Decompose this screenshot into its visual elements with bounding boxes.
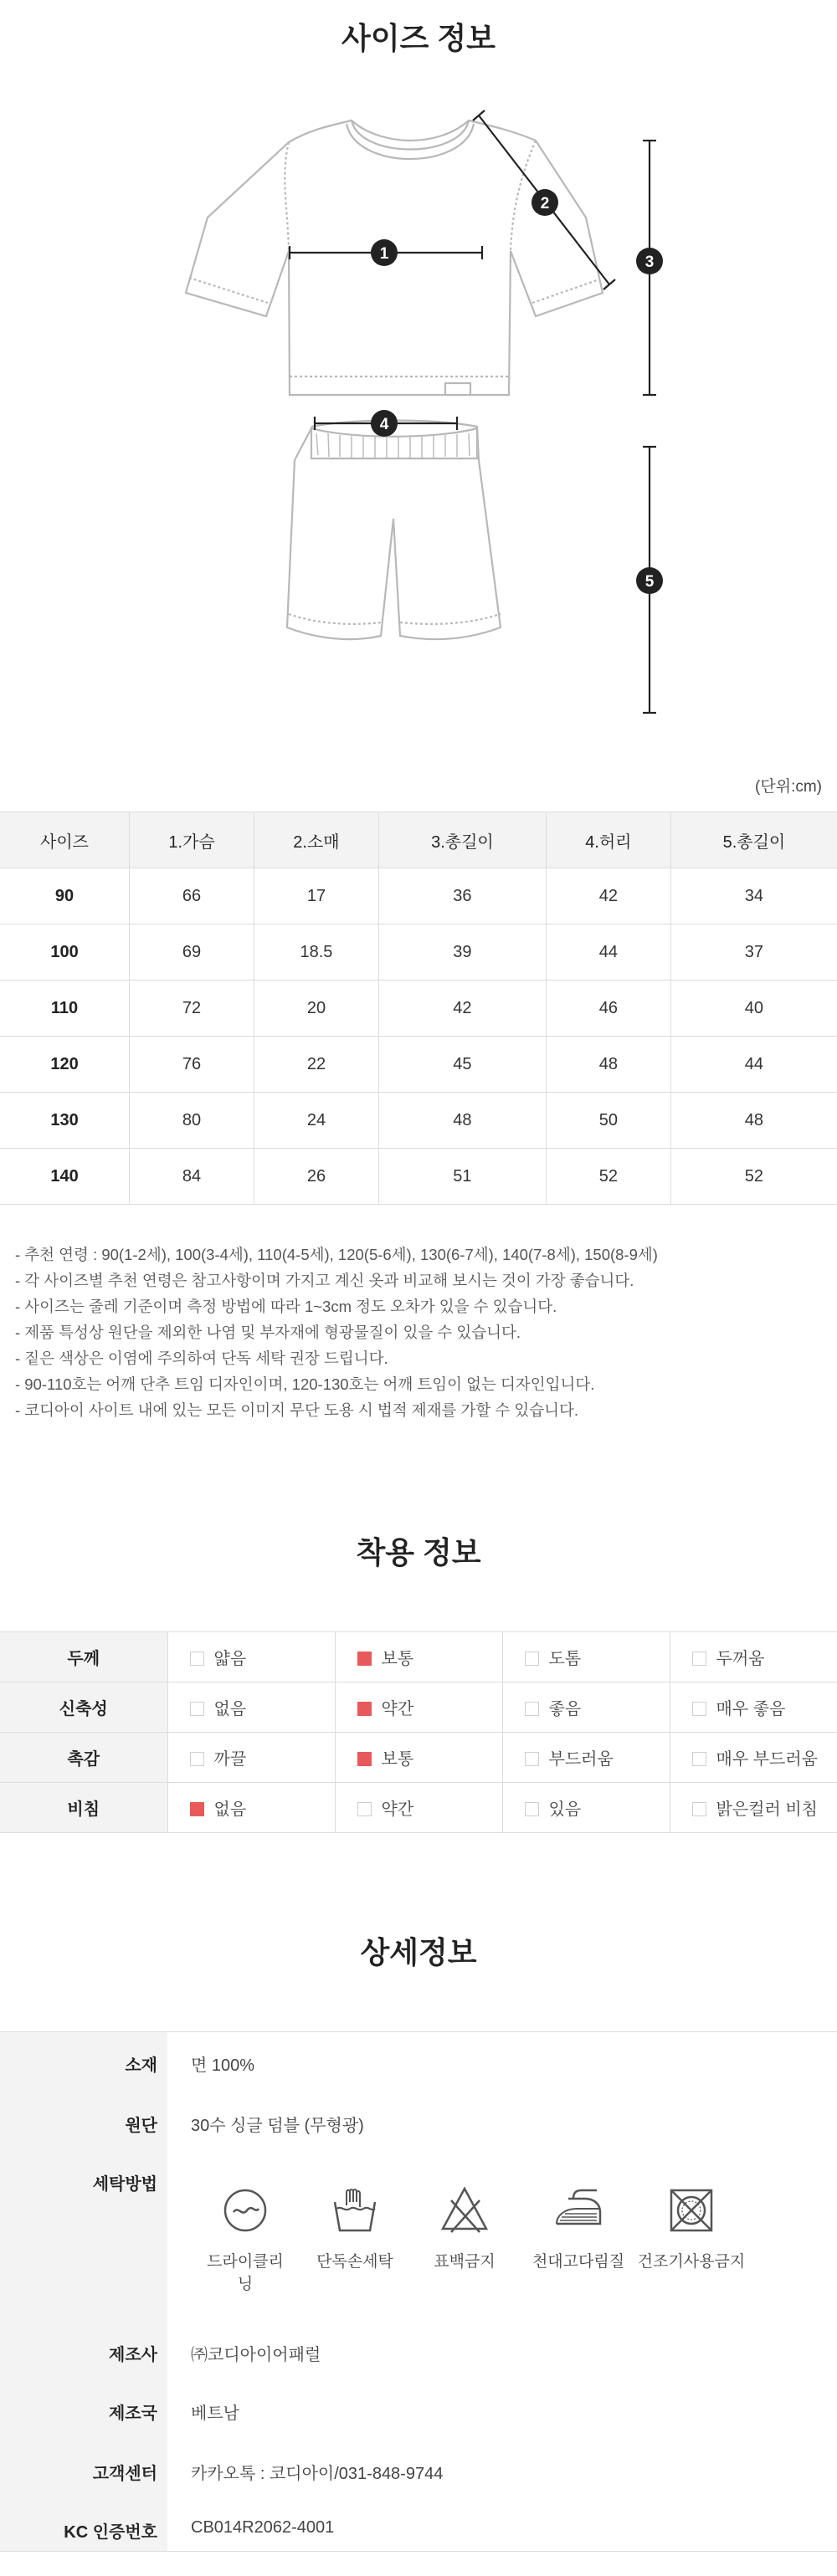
measure-marker-sleeve	[531, 189, 558, 216]
table-cell: 36	[378, 868, 546, 924]
checkbox-checked	[190, 1802, 204, 1816]
option-label: 밝은컬러 비침	[716, 1800, 818, 1819]
dry-cleaning-icon	[218, 2184, 272, 2237]
wear-row-thickness	[0, 1632, 837, 1682]
wear-option	[167, 1632, 335, 1682]
measure-marker-waist	[371, 410, 398, 437]
washing-label: 세탁방법	[92, 2175, 157, 2194]
size-info-title: 사이즈 정보	[341, 21, 496, 55]
wear-label: 촉감	[0, 1733, 167, 1783]
svg-text:5: 5	[644, 573, 655, 591]
wash-item	[633, 2184, 750, 2271]
table-cell: 76	[130, 1037, 254, 1093]
wear-option	[167, 1733, 335, 1783]
option-label: 없음	[213, 1800, 247, 1819]
table-row	[0, 868, 837, 924]
note-line: - 제품 특성상 원단을 제외한 나염 및 부자재에 형광물질이 있을 수 있습니다.	[15, 1324, 521, 1341]
col-sleeve: 2.소매	[254, 812, 379, 868]
size-notes	[15, 1242, 827, 1423]
wash-label: 단독손세탁	[316, 2253, 393, 2271]
table-cell: 34	[670, 868, 837, 924]
fabric-value: 30수 싱글 덤블 (무형광)	[191, 2117, 364, 2135]
checkbox	[525, 1752, 539, 1766]
option-label: 매우 부드러움	[716, 1750, 818, 1769]
checkbox-checked	[357, 1652, 372, 1666]
option-label: 약간	[381, 1800, 414, 1819]
wash-label: 드라이클리닝	[207, 2253, 284, 2293]
table-cell: 18.5	[254, 924, 379, 981]
size-cell: 90	[0, 868, 130, 924]
customer-service-label: 고객센터	[92, 2465, 157, 2483]
detail-info-title: 상세정보	[360, 1935, 477, 1969]
checkbox	[692, 1802, 706, 1816]
detail-info-panel	[0, 2031, 837, 2552]
no-tumble-dry-icon	[665, 2184, 718, 2237]
table-cell: 52	[546, 1149, 670, 1205]
col-size: 사이즈	[0, 812, 130, 868]
divider	[0, 2551, 837, 2552]
size-table	[0, 812, 837, 1205]
option-label: 매우 좋음	[716, 1700, 786, 1718]
note-line: - 각 사이즈별 추천 연령은 참고사항이며 가지고 계신 옷과 비교해 보시는 것이 가장 좋습니다.	[15, 1272, 634, 1289]
table-cell: 66	[130, 868, 254, 924]
wash-item	[524, 2184, 633, 2271]
table-cell: 37	[670, 924, 837, 981]
country-value: 베트남	[191, 2404, 239, 2423]
kc-value: CB014R2062-4001	[191, 2518, 335, 2537]
option-label: 까끌	[213, 1750, 247, 1769]
col-waist: 4.허리	[546, 812, 670, 868]
checkbox	[525, 1702, 539, 1716]
table-cell: 44	[670, 1037, 837, 1093]
wash-label: 표백금지	[434, 2253, 496, 2271]
material-value: 면 100%	[191, 2056, 255, 2075]
note-line: - 짙은 색상은 이염에 주의하여 단독 세탁 권장 드립니다.	[15, 1349, 388, 1367]
table-cell: 51	[378, 1149, 546, 1205]
checkbox-checked	[357, 1702, 372, 1716]
material-label: 소재	[125, 2056, 157, 2075]
garment-measurement-illustration	[0, 84, 837, 745]
table-cell: 39	[378, 924, 546, 981]
svg-text:2: 2	[540, 195, 550, 213]
option-label: 있음	[548, 1800, 582, 1819]
table-cell: 17	[254, 868, 379, 924]
size-cell: 120	[0, 1037, 130, 1093]
table-cell: 80	[130, 1093, 254, 1149]
svg-text:4: 4	[379, 416, 389, 433]
table-cell: 42	[378, 981, 546, 1037]
col-top-length: 3.총길이	[378, 812, 546, 868]
wash-label: 건조기사용금지	[637, 2253, 746, 2271]
option-label: 없음	[213, 1700, 247, 1718]
note-line: - 코디아이 사이트 내에 있는 모든 이미지 무단 도용 시 법적 제재를 가할 수 있습니다.	[15, 1401, 579, 1419]
customer-service-value: 카카오톡 : 코디아이/031-848-9744	[191, 2465, 444, 2483]
wear-option	[502, 1783, 670, 1833]
wear-option	[335, 1682, 502, 1733]
table-cell: 44	[546, 924, 670, 981]
table-row	[0, 1037, 837, 1093]
wear-option	[502, 1682, 670, 1733]
option-label: 얇음	[213, 1650, 247, 1668]
fabric-label: 원단	[125, 2117, 157, 2135]
kc-label: KC 인증번호	[64, 2523, 157, 2542]
table-cell: 46	[546, 981, 670, 1037]
wear-label: 신축성	[0, 1682, 167, 1733]
wear-option	[670, 1682, 837, 1733]
option-label: 좋음	[548, 1700, 582, 1718]
wear-option	[670, 1632, 837, 1682]
checkbox	[190, 1652, 204, 1666]
wear-info-table	[0, 1631, 837, 1833]
option-label: 약간	[381, 1700, 414, 1718]
checkbox	[525, 1652, 539, 1666]
table-row	[0, 1149, 837, 1205]
wear-option	[502, 1632, 670, 1682]
table-cell: 48	[546, 1037, 670, 1093]
checkbox	[190, 1752, 204, 1766]
table-cell: 45	[378, 1037, 546, 1093]
measure-marker-chest	[371, 239, 398, 266]
table-cell: 48	[378, 1093, 546, 1149]
wear-option	[502, 1733, 670, 1783]
table-cell: 48	[670, 1093, 837, 1149]
maker-label: 제조사	[109, 2346, 157, 2364]
table-row	[0, 981, 837, 1037]
checkbox	[190, 1702, 204, 1716]
size-cell: 140	[0, 1149, 130, 1205]
option-label: 보통	[381, 1650, 414, 1668]
checkbox	[692, 1752, 706, 1766]
wash-item	[199, 2184, 291, 2294]
table-cell: 26	[254, 1149, 379, 1205]
note-line: - 90-110호는 어깨 단추 트임 디자인이며, 120-130호는 어깨 트임이 없는 디자인입니다.	[15, 1375, 595, 1393]
size-table-header	[0, 812, 837, 868]
table-cell: 72	[130, 981, 254, 1037]
wear-option	[335, 1733, 502, 1783]
wash-item	[305, 2184, 405, 2271]
no-bleach-icon	[438, 2184, 491, 2237]
table-cell: 24	[254, 1093, 379, 1149]
option-label: 도톰	[548, 1650, 582, 1668]
wear-row-stretch	[0, 1682, 837, 1733]
wear-option	[670, 1733, 837, 1783]
wear-option	[167, 1783, 335, 1833]
size-cell: 110	[0, 981, 130, 1037]
wear-option	[670, 1783, 837, 1833]
table-cell: 42	[546, 868, 670, 924]
col-chest: 1.가슴	[130, 812, 254, 868]
note-line: - 사이즈는 줄레 기준이며 측정 방법에 따라 1~3cm 정도 오차가 있을 수 있습니다.	[15, 1298, 557, 1315]
wear-label: 비침	[0, 1783, 167, 1833]
measure-marker-pants-length	[636, 567, 663, 594]
table-cell: 69	[130, 924, 254, 981]
checkbox	[692, 1702, 706, 1716]
wash-label: 천대고다림질	[531, 2253, 625, 2271]
svg-text:1: 1	[379, 245, 389, 263]
unit-label: (단위:cm)	[755, 778, 822, 796]
note-line: - 추천 연령 : 90(1-2세), 100(3-4세), 110(4-5세), 120(5-6세), 130(6-7세), 140(7-8세), 150(8-9세)	[15, 1246, 658, 1263]
wear-info-title: 착용 정보	[356, 1535, 481, 1570]
table-cell: 52	[670, 1149, 837, 1205]
checkbox	[692, 1652, 706, 1666]
checkbox	[525, 1802, 539, 1816]
col-pants-length: 5.총길이	[670, 812, 837, 868]
checkbox	[357, 1802, 372, 1816]
wear-label: 두께	[0, 1632, 167, 1682]
wear-option	[335, 1783, 502, 1833]
wear-row-texture	[0, 1733, 837, 1783]
wear-row-sheerness	[0, 1783, 837, 1833]
checkbox-checked	[357, 1752, 372, 1766]
wash-item	[418, 2184, 511, 2271]
size-cell: 130	[0, 1093, 130, 1149]
maker-value: ㈜코디아이어패럴	[191, 2346, 321, 2364]
iron-icon	[552, 2184, 605, 2237]
table-cell: 22	[254, 1037, 379, 1093]
svg-text:3: 3	[644, 254, 655, 271]
table-cell: 20	[254, 981, 379, 1037]
table-row	[0, 924, 837, 981]
wear-option	[335, 1632, 502, 1682]
option-label: 두꺼움	[716, 1650, 765, 1668]
wear-option	[167, 1682, 335, 1733]
country-label: 제조국	[109, 2404, 157, 2423]
table-cell: 84	[130, 1149, 254, 1205]
option-label: 보통	[381, 1750, 414, 1769]
table-row	[0, 1093, 837, 1149]
table-cell: 40	[670, 981, 837, 1037]
hand-wash-icon	[328, 2184, 382, 2237]
divider	[0, 2031, 837, 2032]
table-cell: 50	[546, 1093, 670, 1149]
size-cell: 100	[0, 924, 130, 981]
measure-marker-top-length	[636, 248, 663, 274]
option-label: 부드러움	[548, 1750, 614, 1769]
